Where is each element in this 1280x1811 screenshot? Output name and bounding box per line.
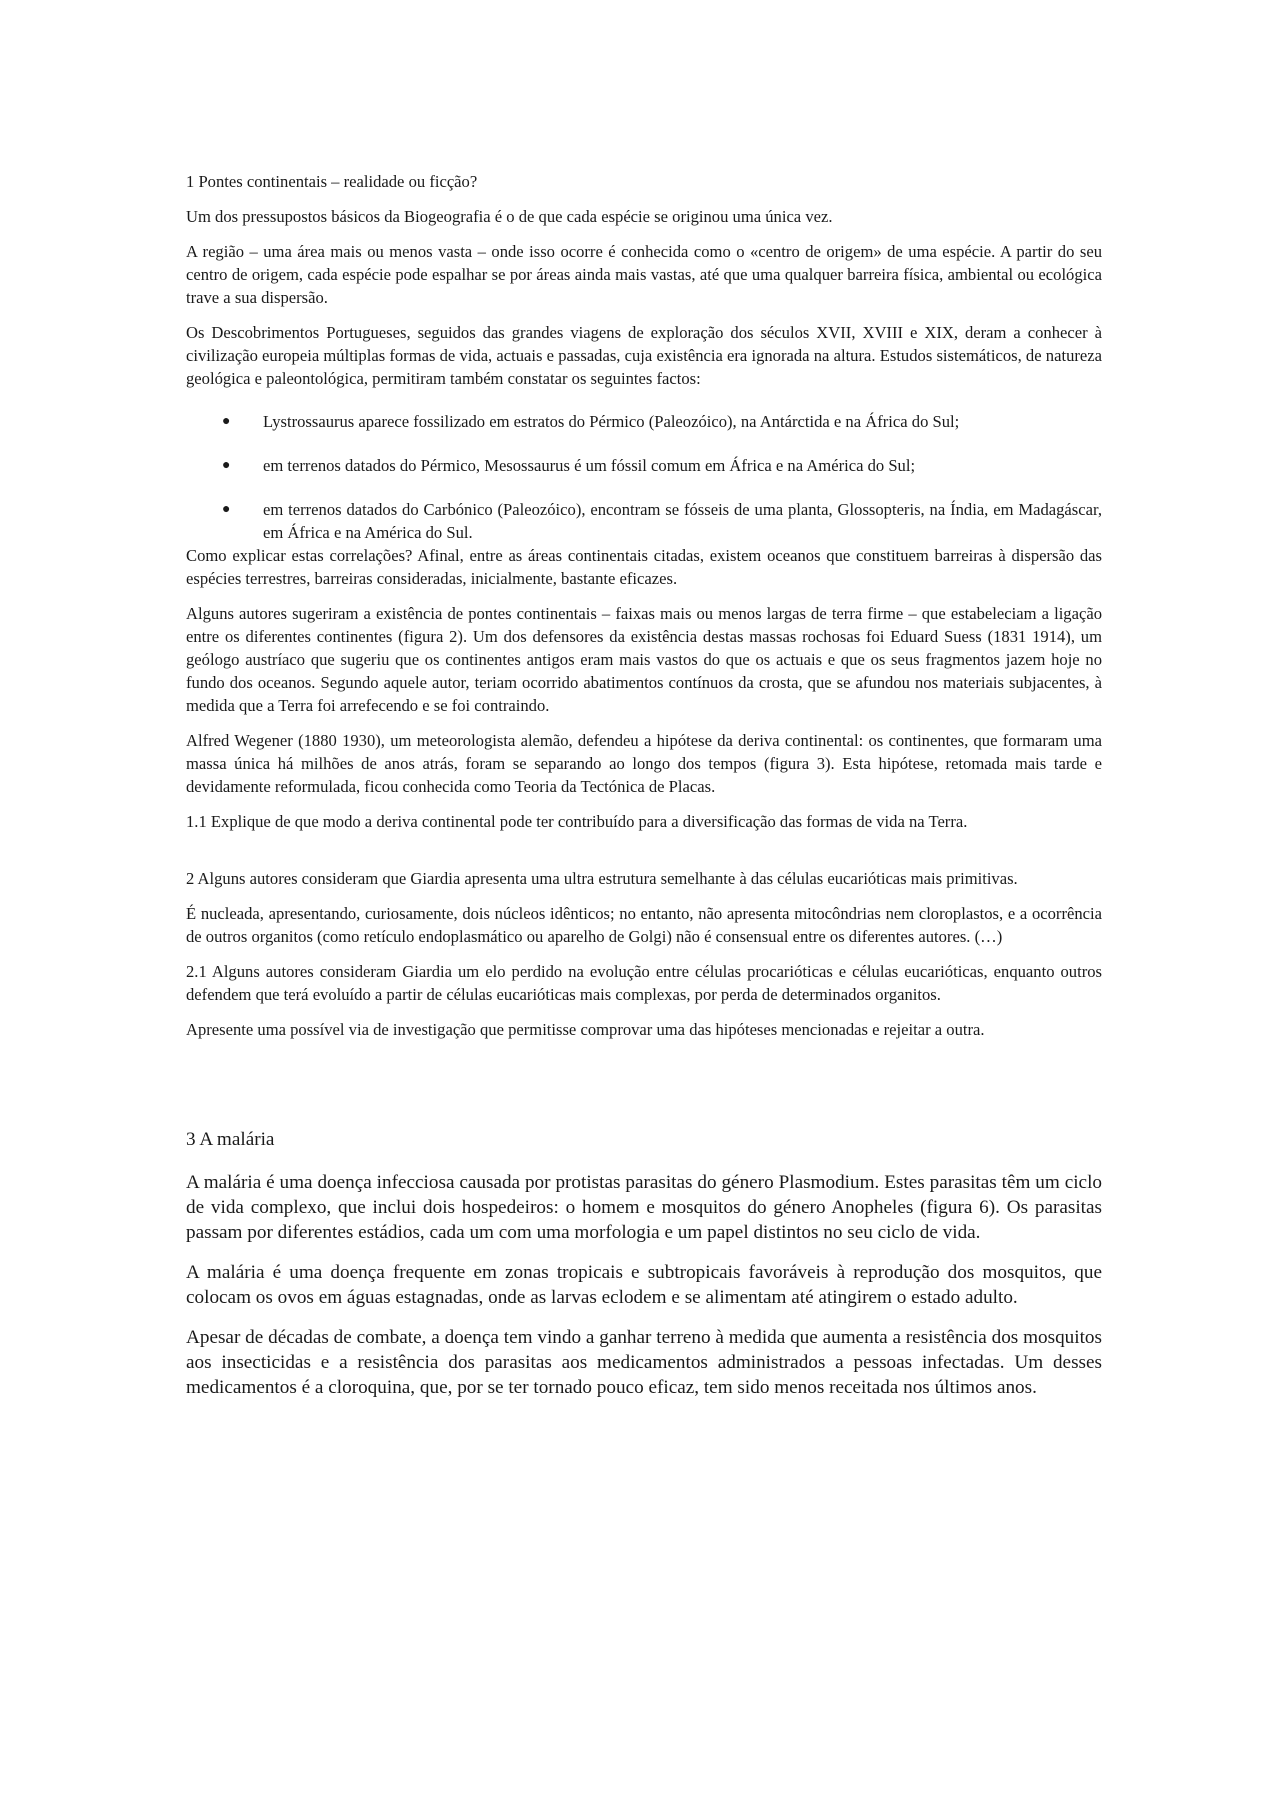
section-3-heading: 3 A malária [186, 1129, 275, 1150]
section-1-heading: 1 Pontes continentais – realidade ou ficção? [186, 172, 478, 191]
section-1 [186, 170, 1102, 833]
list-item [186, 498, 1102, 544]
list-item [186, 410, 1102, 433]
section-2-paragraph-1: É nucleada, apresentando, curiosamente, dois núcleos idênticos; no entanto, não apresenta mitocôndrias nem cloroplastos, e a ocorrência de outros organitos (como retículo endoplasmático ou aparelho de Golgi) não é consensual entre os diferentes autores. (…) [186, 904, 1102, 946]
section-1-paragraph-2: A região – uma área mais ou menos vasta – onde isso ocorre é conhecida como o «centro de origem» de uma espécie. A partir do seu centro de origem, cada espécie pode espalhar se por áreas ainda mais vastas, até que uma qualquer barreira física, ambiental ou ecológica trave a sua dispersão. [186, 242, 1102, 307]
section-3-paragraph-1: A malária é uma doença infecciosa causada por protistas parasitas do género Plasmodium. Estes parasitas têm um ciclo de vida complexo, que inclui dois hospedeiros: o homem e mosquitos do género Anopheles (figura 6). Os parasitas passam por diferentes estádios, cada um com uma morfologia e um papel distintos no seu ciclo de vida. [186, 1172, 1102, 1243]
bullet-icon: ● [222, 414, 231, 429]
bullet-icon: ● [222, 458, 231, 473]
section-3-paragraph-3: Apesar de décadas de combate, a doença tem vindo a ganhar terreno à medida que aumenta a resistência dos mosquitos aos insecticidas e a resistência dos parasitas aos medicamentos administrados a pessoas infectadas. Um desses medicamentos é a cloroquina, que, por se ter tornado pouco eficaz, tem sido menos receitada nos últimos anos. [186, 1327, 1102, 1398]
list-item-text: em terrenos datados do Carbónico (Paleozóico), encontram se fósseis de uma planta, Glossopteris, na Índia, em Madagáscar, em África e na América do Sul. [263, 500, 1102, 542]
question-2-1: 2.1 Alguns autores consideram Giardia um elo perdido na evolução entre células procarióticas e células eucarióticas, enquanto outros defendem que terá evoluído a partir de células eucarióticas mais complexas, por perda de determinados organitos. [186, 962, 1102, 1004]
facts-list [186, 410, 1102, 544]
section-3-paragraph-2: A malária é uma doença frequente em zonas tropicais e subtropicais favoráveis à reprodução dos mosquitos, que colocam os ovos em águas estagnadas, onde as larvas eclodem e se alimentam até atingirem o estado adulto. [186, 1262, 1102, 1308]
list-item-text: em terrenos datados do Pérmico, Mesossaurus é um fóssil comum em África e na América do Sul; [263, 456, 916, 475]
section-1-paragraph-1: Um dos pressupostos básicos da Biogeografia é o de que cada espécie se originou uma única vez. [186, 207, 833, 226]
question-2-1-task: Apresente uma possível via de investigação que permitisse comprovar uma das hipóteses mencionadas e rejeitar a outra. [186, 1020, 985, 1039]
section-2-heading: 2 Alguns autores consideram que Giardia apresenta uma ultra estrutura semelhante à das células eucarióticas mais primitivas. [186, 869, 1018, 888]
question-1-1: 1.1 Explique de que modo a deriva continental pode ter contribuído para a diversificação das formas de vida na Terra. [186, 812, 968, 831]
document-page [186, 170, 1102, 1415]
section-1-paragraph-5: Alguns autores sugeriram a existência de pontes continentais – faixas mais ou menos largas de terra firme – que estabeleciam a ligação entre os diferentes continentes (figura 2). Um dos defensores da existência destas massas rochosas foi Eduard Suess (1831 1914), um geólogo austríaco que sugeriu que os continentes antigos eram mais vastos do que os actuais e que os seus fragmentos jazem hoje no fundo dos oceanos. Segundo aquele autor, teriam ocorrido abatimentos contínuos da crosta, que se afundou nos materiais subjacentes, à medida que a Terra foi arrefecendo e se foi contraindo. [186, 604, 1102, 715]
section-1-paragraph-4: Como explicar estas correlações? Afinal, entre as áreas continentais citadas, existem oceanos que constituem barreiras à dispersão das espécies terrestres, barreiras consideradas, inicialmente, bastante eficazes. [186, 546, 1102, 588]
list-item-text: Lystrossaurus aparece fossilizado em estratos do Pérmico (Paleozóico), na Antárctida e na África do Sul; [263, 412, 960, 431]
section-1-paragraph-6: Alfred Wegener (1880 1930), um meteorologista alemão, defendeu a hipótese da deriva continental: os continentes, que formaram uma massa única há milhões de anos atrás, foram se separando ao longo dos tempos (figura 3). Esta hipótese, retomada mais tarde e devidamente reformulada, ficou conhecida como Teoria da Tectónica de Placas. [186, 731, 1102, 796]
list-item [186, 454, 1102, 477]
section-1-paragraph-3: Os Descobrimentos Portugueses, seguidos das grandes viagens de exploração dos séculos XVII, XVIII e XIX, deram a conhecer à civilização europeia múltiplas formas de vida, actuais e passadas, cuja existência era ignorada na altura. Estudos sistemáticos, de natureza geológica e paleontológica, permitiram também constatar os seguintes factos: [186, 323, 1102, 388]
bullet-icon: ● [222, 502, 231, 517]
section-2 [186, 867, 1102, 1041]
section-3 [186, 1127, 1102, 1400]
